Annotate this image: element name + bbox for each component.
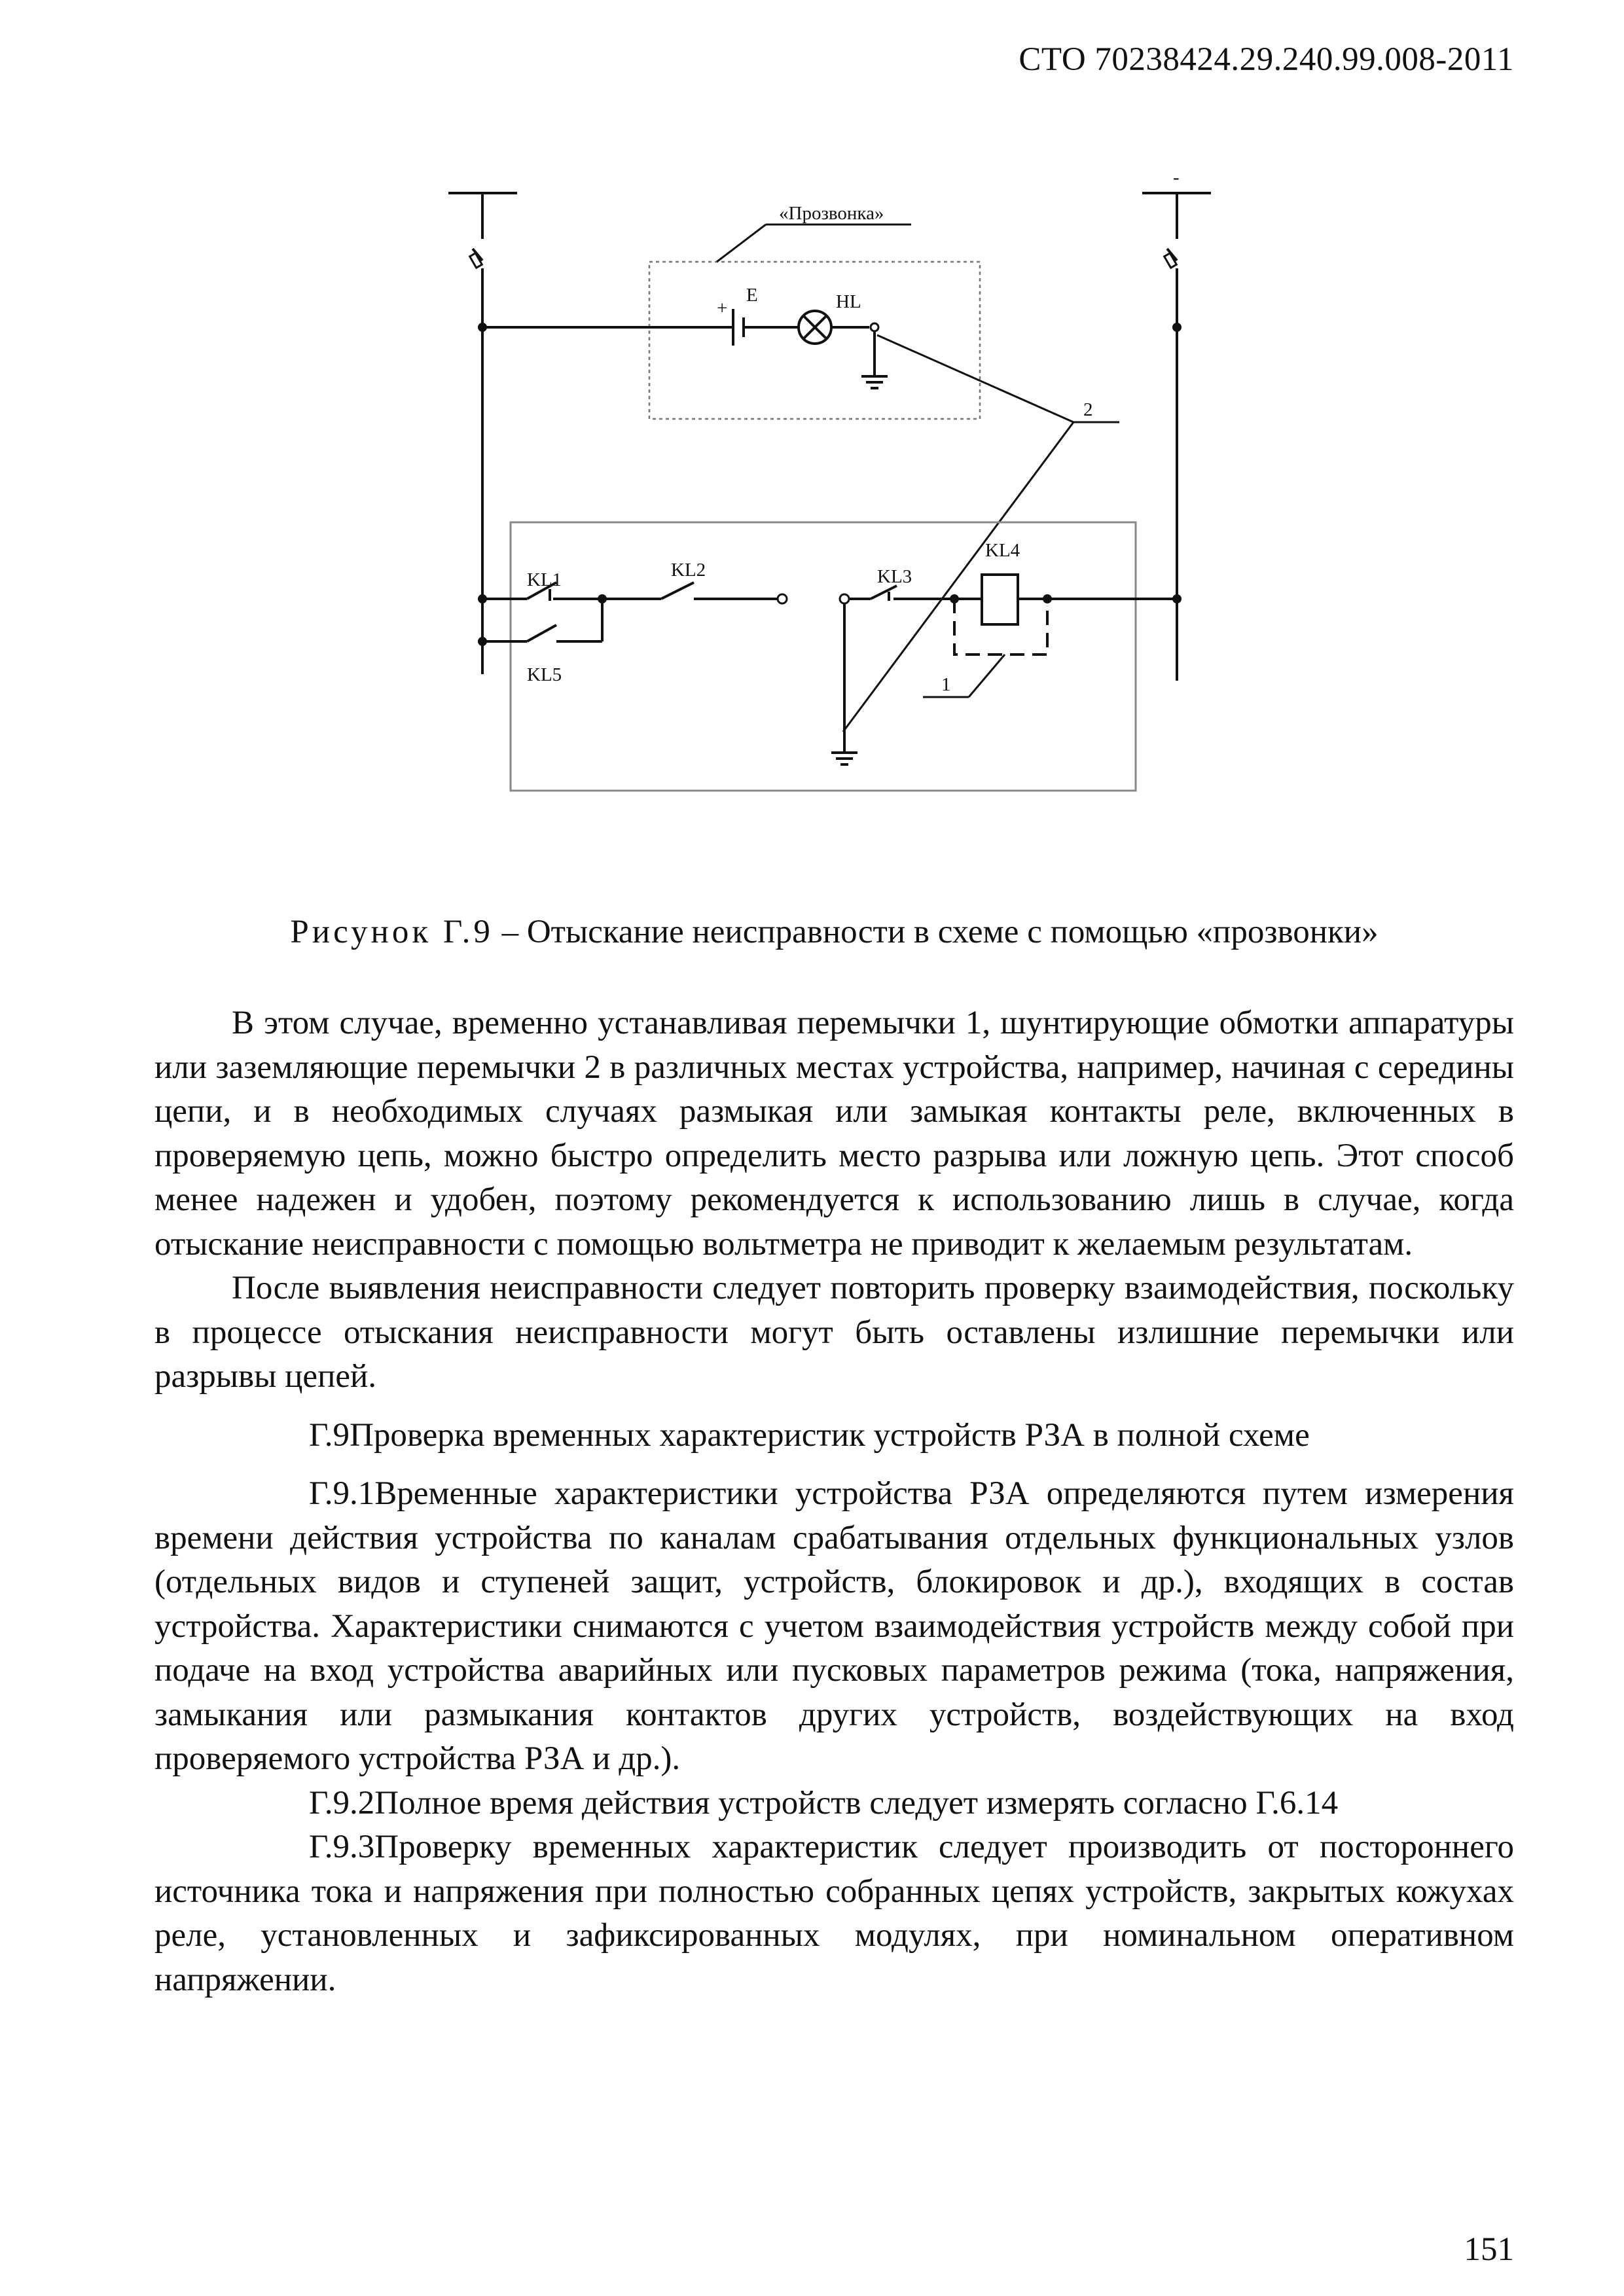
kl3-label: KL3 <box>877 566 912 587</box>
right-junction-top <box>1172 323 1182 332</box>
kl2-label: KL2 <box>671 560 706 581</box>
clause-number-3: Г.9.3 <box>309 1829 375 1865</box>
kl4-label: KL4 <box>985 540 1020 561</box>
right-fuse <box>1164 253 1177 268</box>
callout-2-label: 2 <box>1083 399 1093 420</box>
kl5-contact <box>527 625 556 641</box>
paragraph-1: В этом случае, временно устанавливая перемычки 1, шунтирующие обмотки аппаратуры или заземляющие перемычки 2 в различных местах устройства, например, начиная с середины цепи, и в необходимых случаях размыкая или замыкая контакты реле, включенных в проверяемую цепь, можно быстро определить место разрыва или ложную цепь. Этот способ менее надежен и удобен, поэтому рекомендуется к использованию лишь в случае, когда отыскание неисправности с помощью вольтметра не приводит к желаемым результатам. <box>154 1005 1514 1263</box>
probe-box-label: «Прозвонка» <box>779 203 884 224</box>
clause-g-9-3 <box>154 1825 1514 2002</box>
kl2-contact <box>661 583 694 599</box>
device-box <box>511 522 1136 791</box>
circuit-diagram-figure <box>419 164 1276 818</box>
kl5-node-top <box>598 594 607 603</box>
section-number: Г.9 <box>309 1416 350 1454</box>
circuit-diagram <box>419 164 1276 818</box>
callout-2-leader <box>877 335 1074 422</box>
kl5-node-left <box>478 637 487 646</box>
callout-1-label: 1 <box>941 674 951 695</box>
figure-caption-label: Рисунок Г.9 <box>290 914 494 950</box>
callout-1-leader <box>969 655 1005 697</box>
figure-caption <box>154 913 1514 951</box>
open-terminal-left <box>778 594 787 603</box>
section-heading <box>154 1414 1514 1458</box>
document-code-header: СТО 70238424.29.240.99.008-2011 <box>1019 41 1514 78</box>
paragraph-2: После выявления неисправности следует повторить проверку взаимодействия, поскольку в процессе отыскания неисправности могут быть оставлены излишние перемычки или разрывы цепей. <box>154 1270 1514 1395</box>
figure-caption-text: – Отыскание неисправности в схеме с помощью «прозвонки» <box>493 914 1379 950</box>
clause-text-2: Полное время действия устройств следует измерять согласно Г.6.14 <box>374 1784 1339 1821</box>
clause-g-9-1 <box>154 1472 1514 1782</box>
kl5-label: KL5 <box>527 664 562 685</box>
lamp-label: HL <box>836 291 861 312</box>
minus-sign-label: - <box>1173 167 1180 188</box>
clause-text-1: Временные характеристики устройства РЗА определяются путем измерения времени действия устройства по каналам срабатывания отдельных функциональных узлов (отдельных видов и ступеней защит, устройств, блокировок и др.), входящих в состав устройства. Характеристики снимаются с учетом взаимодействия устройств между собой при подаче на вход устройства аварийных или пусковых параметров режима (тока, напряжения, замыкания или размыкания контактов других устройств, воздействующих на вход проверяемого устройства РЗА и др.). <box>154 1475 1514 1777</box>
clause-g-9-2 <box>154 1782 1514 1826</box>
page-number: 151 <box>1464 2231 1514 2268</box>
probe-terminal <box>871 323 878 331</box>
battery-plus-label: + <box>717 298 728 319</box>
clause-number-2: Г.9.2 <box>309 1784 375 1821</box>
left-junction-top <box>478 323 487 332</box>
clause-number-1: Г.9.1 <box>309 1475 375 1512</box>
right-junction-relay <box>1172 594 1182 603</box>
probe-label-leader <box>717 224 766 262</box>
open-terminal-right <box>840 594 849 603</box>
left-fuse <box>470 253 482 268</box>
kl1-label: KL1 <box>527 569 562 590</box>
kl3-contact <box>871 586 897 599</box>
clause-text-3: Проверку временных характеристик следует производить от постороннего источника тока и напряжения при полностью собранных цепях устройств, закрытых кожухах реле, установленных и зафиксированных модулях, при номинальном оперативном напряжении. <box>154 1829 1514 1998</box>
body-text <box>154 987 1514 2002</box>
section-title: Проверка временных характеристик устройств РЗА в полной схеме <box>349 1416 1310 1454</box>
kl4-coil <box>982 575 1018 624</box>
battery-label: E <box>746 285 758 306</box>
